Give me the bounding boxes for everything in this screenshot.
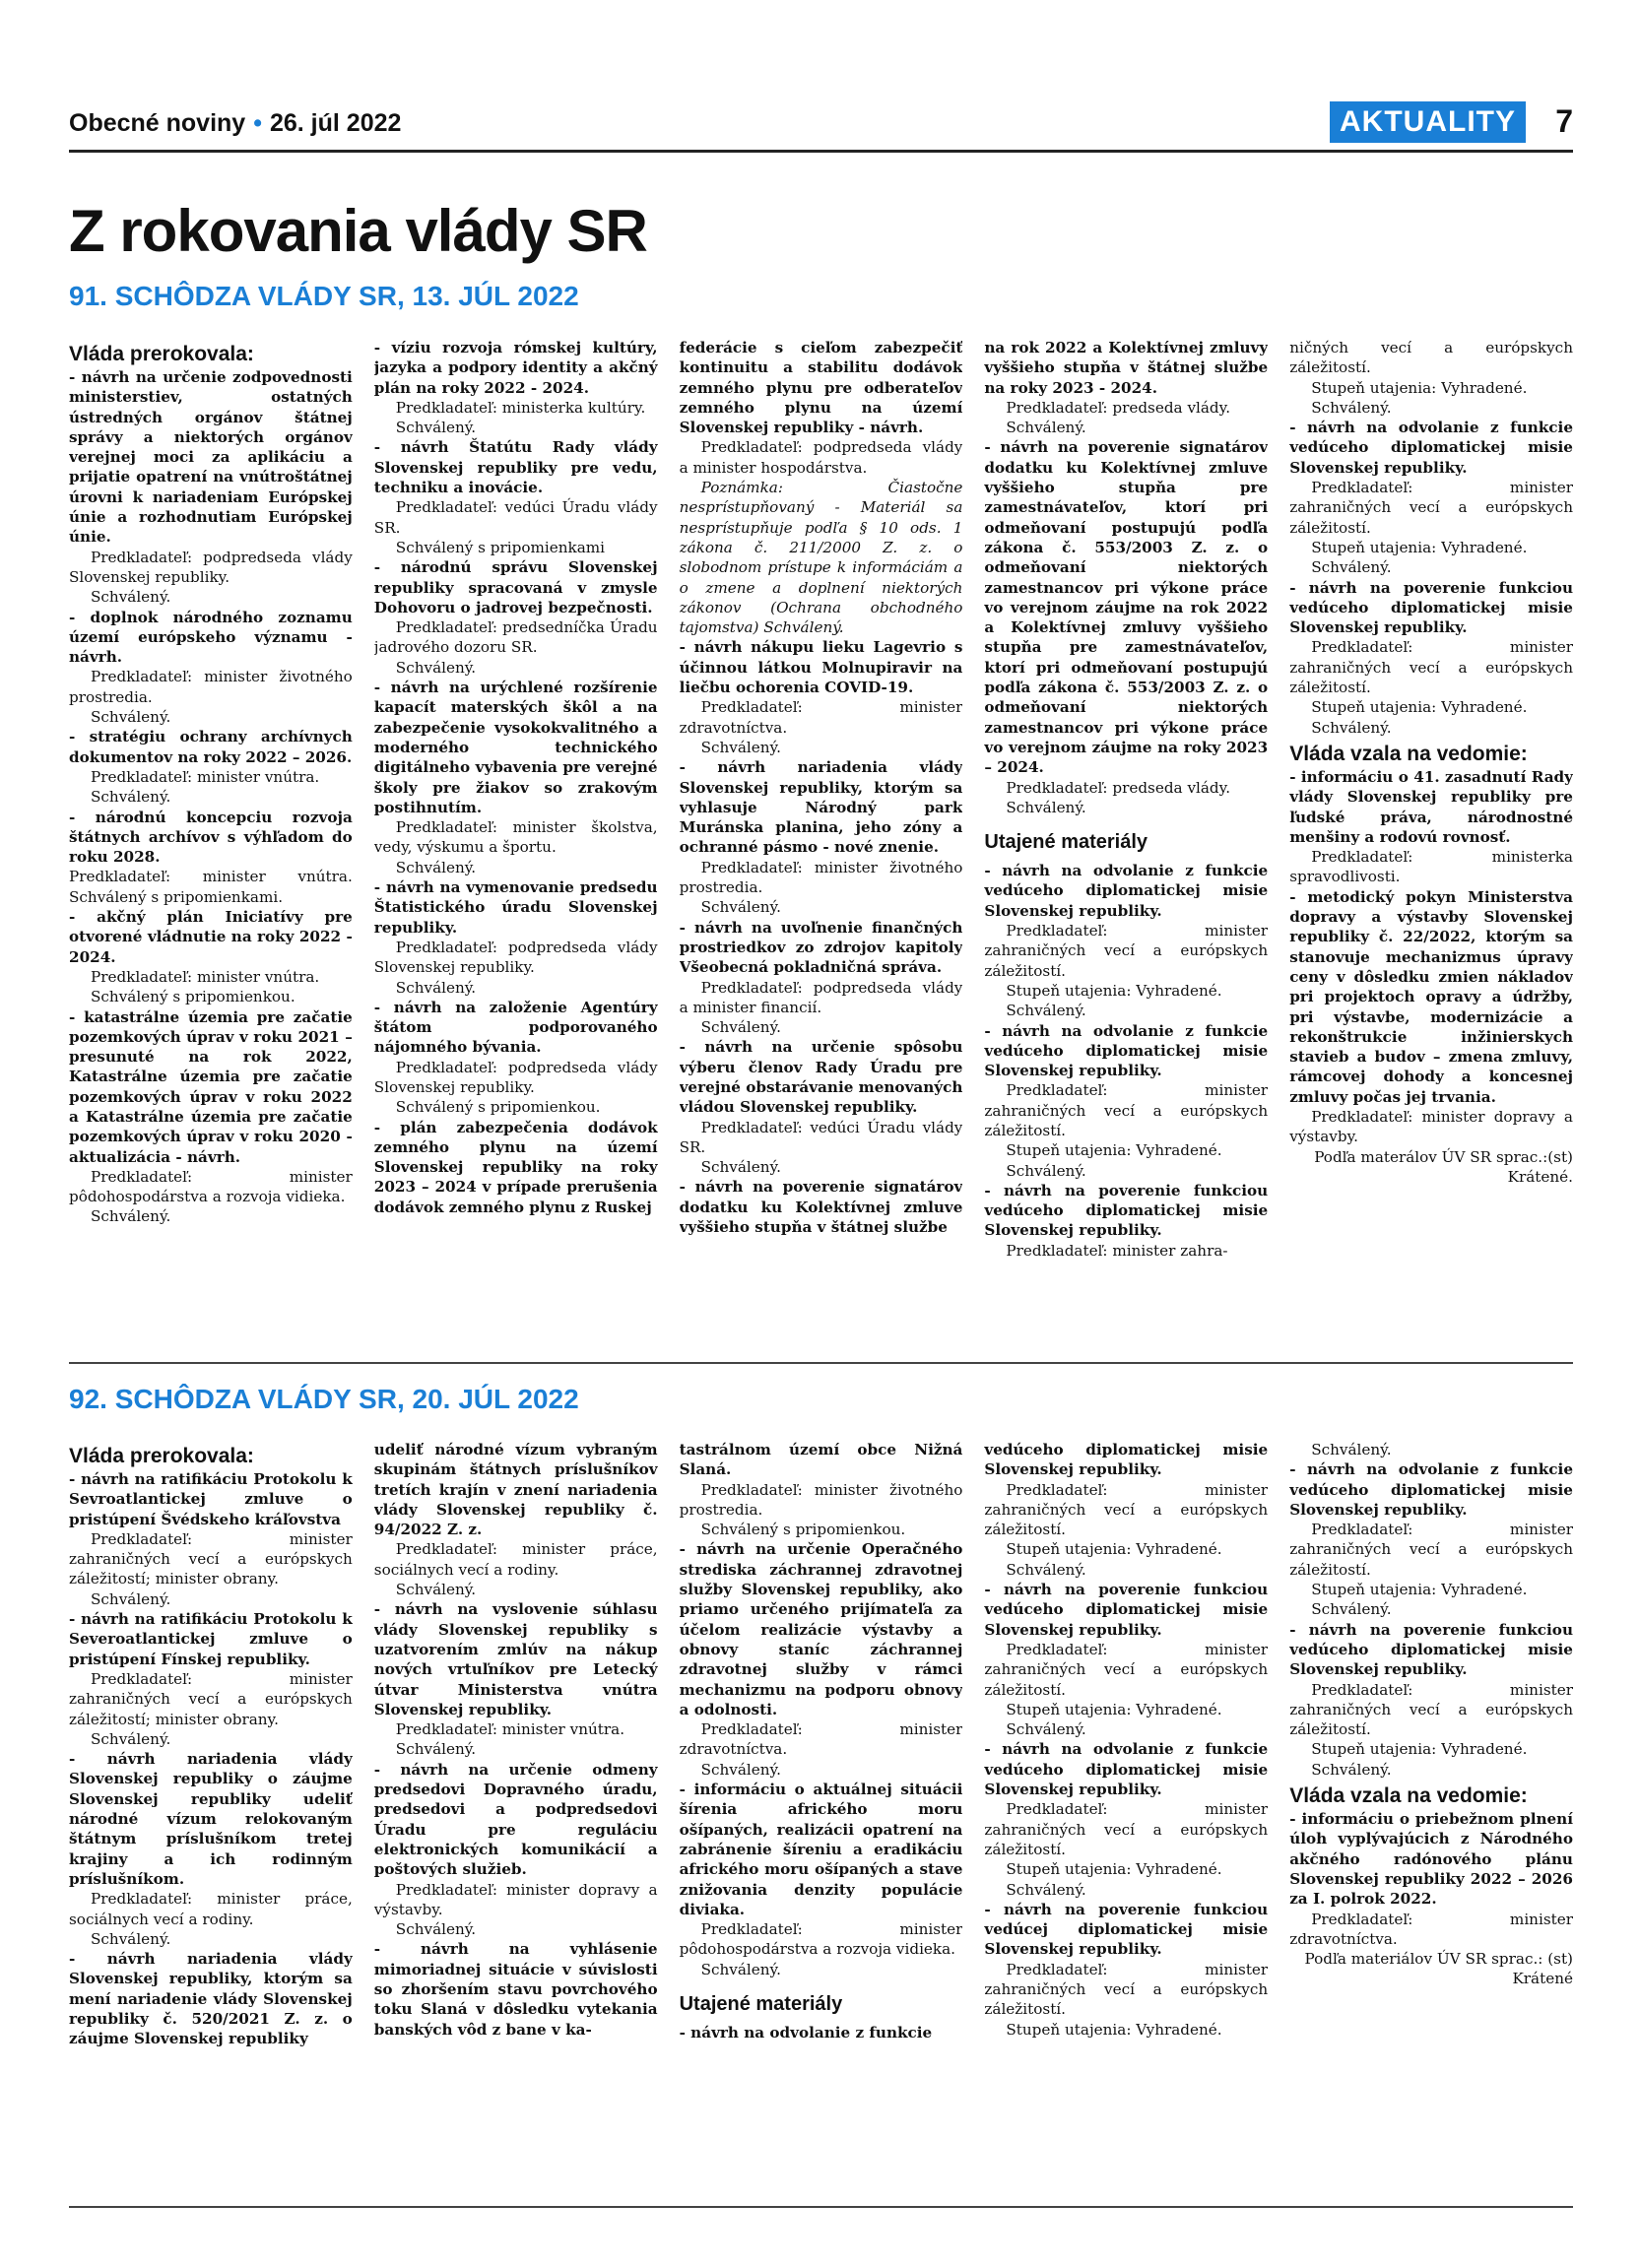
submitter-line: Predkladateľ: minister vnútra. bbox=[395, 1720, 625, 1739]
agenda-item: - návrh na odvolanie z funkcie bbox=[679, 2024, 933, 2042]
agenda-item: - návrh na poverenie signatárov dodatku ku Kolektívnej zmluve vyššieho stupňa v štátnej službe bbox=[679, 1178, 963, 1237]
status-line: Stupeň utajenia: Vyhradené. bbox=[1311, 698, 1528, 717]
status-line: Stupeň utajenia: Vyhradené. bbox=[1006, 981, 1222, 1000]
agenda-item: - návrh nariadenia vlády Slovenskej republiky, ktorým sa vyhlasuje Národný park Muránska planina, jeho zóny a ochranné pásmo - nové znenie. bbox=[679, 758, 963, 857]
session-91-column bbox=[680, 338, 963, 1352]
submitter-line: Predkladateľ: minister zahraničných vecí a európskych záležitostí. bbox=[984, 1800, 1269, 1858]
source-note: Podľa materiálov ÚV SR sprac.: (st) Krátené bbox=[1304, 1950, 1573, 1988]
submitter-line: Predkladateľ: minister zdravotníctva. bbox=[679, 1720, 963, 1759]
agenda-item: - návrh na urýchlené rozšírenie kapacít materských škôl a na zabezpečenie vysokokvalitného a moderného technického digitálneho vybavenia pre verejné školy pre žiakov so zrakovým postihnutím. bbox=[373, 679, 658, 816]
session-92-column bbox=[69, 1440, 353, 2188]
status-line: Schválený. bbox=[1006, 419, 1086, 437]
agenda-item: vedúceho diplomatickej misie Slovenskej republiky. bbox=[984, 1441, 1269, 1479]
agenda-item: - návrh na vyhlásenie mimoriadnej situácie v súvislosti so zhoršením stavu povrchového toku Slaná v dôsledku vytekania banských vôd z bane v ka- bbox=[373, 1940, 658, 2039]
page-number: 7 bbox=[1555, 103, 1573, 139]
submitter-line: Predkladateľ: minister dopravy a výstavby. bbox=[373, 1880, 658, 1918]
submitter-line: Predkladateľ: minister vnútra. bbox=[91, 767, 320, 786]
status-line: Schválený. bbox=[1006, 1002, 1086, 1020]
submitter-line: Predkladateľ: minister životného prostredia. bbox=[679, 1480, 963, 1519]
submitter-line: Predkladateľ: minister zdravotníctva. bbox=[679, 698, 963, 737]
submitter-line: Predkladateľ: minister zahraničných vecí a európskych záležitostí. bbox=[984, 1081, 1269, 1139]
status-line: Schválený. bbox=[395, 419, 477, 437]
submitter-line: Predkladateľ: minister životného prostredia. bbox=[679, 858, 963, 897]
status-line: Schválený. bbox=[395, 858, 477, 876]
agenda-item: - akčný plán Iniciatívy pre otvorené vládnutie na roky 2022 - 2024. bbox=[69, 908, 353, 966]
session-92-heading: 92. SCHÔDZA VLÁDY SR, 20. JÚL 2022 bbox=[69, 1384, 579, 1414]
agenda-item: - návrh Štatútu Rady vlády Slovenskej republiky pre vedu, techniku a inovácie. bbox=[373, 438, 658, 497]
submitter-line: Predkladateľ: podpredseda vlády a minister financií. bbox=[679, 978, 963, 1016]
text-line: Predkladateľ: minister vnútra. Schválený s pripomienkami. bbox=[69, 868, 353, 906]
status-line: Schválený. bbox=[91, 1207, 171, 1226]
submitter-line: Predkladateľ: minister životného prostredia. bbox=[69, 668, 353, 706]
separator-dot: • bbox=[253, 109, 262, 137]
submitter-line: Predkladateľ: minister pôdohospodárstva a rozvoja vidieka. bbox=[69, 1167, 353, 1206]
section-divider bbox=[69, 1362, 1573, 1364]
status-line: Schválený. bbox=[1311, 1441, 1392, 1458]
status-line: Schválený. bbox=[395, 1581, 477, 1599]
newspaper-name: Obecné noviny bbox=[69, 109, 246, 137]
status-line: Schválený. bbox=[395, 1740, 477, 1759]
status-line: Stupeň utajenia: Vyhradené. bbox=[1311, 378, 1528, 397]
page-title: Z rokovania vlády SR bbox=[69, 198, 647, 264]
submitter-line: Predkladateľ: minister zahraničných vecí a európskych záležitostí. bbox=[984, 1640, 1269, 1699]
section-heading: Vláda prerokovala: bbox=[69, 1445, 254, 1467]
section-heading: Vláda vzala na vedomie: bbox=[1289, 1784, 1528, 1808]
agenda-item: - metodický pokyn Ministerstva dopravy a výstavby Slovenskej republiky č. 22/2022, ktorým sa stanovuje mechanizmus úpravy ceny v dôsledku zmien nákladov pri projektoch opravy a údržby, pri výstavbe, modernizácie a rekonštrukcie inžinierskych stavieb a budov – zmena zmluvy, rámcovej dohody a koncesnej zmluvy počas jej trvania. bbox=[1289, 887, 1573, 1106]
status-line: Schválený. bbox=[700, 898, 781, 917]
submitter-line: Predkladateľ: minister zahraničných vecí a európskych záležitostí. bbox=[1289, 1521, 1573, 1579]
submitter-line: Predkladateľ: minister zdravotníctva. bbox=[1289, 1910, 1573, 1948]
agenda-item: - plán zabezpečenia dodávok zemného plynu na území Slovenskej republiky na roky 2023 – 2024 v prípade prerušenia dodávok zemného plynu z Ruskej bbox=[373, 1118, 658, 1216]
subheading: Utajené materiály bbox=[984, 831, 1148, 854]
session-91-column bbox=[69, 338, 353, 1352]
submitter-line: Predkladateľ: predsedníčka Úradu jadrového dozoru SR. bbox=[373, 618, 658, 657]
status-line: Schválený. bbox=[91, 588, 171, 607]
status-line: Stupeň utajenia: Vyhradené. bbox=[1006, 2020, 1222, 2039]
session-92-column bbox=[1289, 1440, 1573, 2188]
text-line: ničných vecí a európskych záležitostí. bbox=[1289, 339, 1573, 377]
submitter-line: Predkladateľ: ministerka kultúry. bbox=[395, 398, 646, 417]
submitter-line: Predkladateľ: minister zahraničných vecí a európskych záležitostí. bbox=[1289, 638, 1573, 697]
agenda-item: - informáciu o 41. zasadnutí Rady vlády Slovenskej republiky pre ľudské práva, národnostné menšiny a rodovú rovnosť. bbox=[1289, 767, 1573, 846]
status-line: Stupeň utajenia: Vyhradené. bbox=[1311, 538, 1528, 556]
status-line: Schválený. bbox=[1311, 1600, 1392, 1619]
submitter-line: Predkladateľ: minister zahraničných vecí a európskych záležitostí; minister obrany. bbox=[69, 1669, 353, 1728]
agenda-item: federácie s cieľom zabezpečiť kontinuitu a stabilitu dodávok zemného plynu pre odberateľov zemného plynu na území Slovenskej republiky - návrh. bbox=[679, 339, 963, 437]
agenda-item: - informáciu o aktuálnej situácii šírenia afrického moru ošípaných, realizácii opatrení na zabránenie šíreniu a eradikáciu afrického moru ošípaných a stave znižovania denzity populácie diviaka. bbox=[679, 1781, 963, 1918]
status-line: Schválený. bbox=[700, 1960, 781, 1978]
status-line: Stupeň utajenia: Vyhradené. bbox=[1006, 1700, 1222, 1718]
agenda-item: - návrh na odvolanie z funkcie vedúceho diplomatickej misie Slovenskej republiky. bbox=[984, 1021, 1269, 1080]
submitter-line: Predkladateľ: minister práce, sociálnych vecí a rodiny. bbox=[69, 1890, 353, 1928]
status-line: Schválený s pripomienkami bbox=[395, 538, 606, 556]
session-92-column bbox=[680, 1440, 963, 2188]
submitter-line: Predkladateľ: predseda vlády. bbox=[1006, 778, 1231, 797]
submitter-line: Predkladateľ: minister zahraničných vecí a európskych záležitostí. bbox=[984, 922, 1269, 980]
submitter-line: Predkladateľ: podpredseda vlády Slovenskej republiky. bbox=[69, 548, 353, 586]
agenda-item: - návrh na ratifikáciu Protokolu k Sevroatlantickej zmluve o pristúpení Švédskeho kráľovstva bbox=[69, 1470, 353, 1528]
submitter-line: Predkladateľ: podpredseda vlády Slovenskej republiky. bbox=[373, 1058, 658, 1096]
status-line: Schválený. bbox=[1006, 1720, 1086, 1739]
status-line: Schválený. bbox=[1006, 798, 1086, 816]
section-label: AKTUALITY bbox=[1330, 101, 1526, 143]
note-text: Poznámka: Čiastočne nesprístupňovaný - Materiál sa nesprístupňuje podľa § 10 ods. 1 zákona č. 211/2000 Z. z. o slobodnom prístupe k informáciám a o zmene a doplnení niektorých zákonov (Ochrana obchodného tajomstva) Schválený. bbox=[679, 479, 963, 637]
status-line: Schválený. bbox=[1006, 1161, 1086, 1180]
agenda-item: tastrálnom území obce Nižná Slaná. bbox=[679, 1441, 963, 1479]
session-91-heading: 91. SCHÔDZA VLÁDY SR, 13. JÚL 2022 bbox=[69, 281, 579, 311]
agenda-item: - návrh na odvolanie z funkcie vedúceho diplomatickej misie Slovenskej republiky. bbox=[984, 862, 1269, 920]
source-note: Podľa materálov ÚV SR sprac.:(st) Krátené. bbox=[1314, 1147, 1573, 1186]
submitter-line: Predkladateľ: minister zahraničných vecí a európskych záležitostí. bbox=[984, 1480, 1269, 1539]
status-line: Schválený. bbox=[700, 738, 781, 756]
agenda-item: - návrh na založenie Agentúry štátom podporovaného nájomného bývania. bbox=[373, 998, 658, 1057]
agenda-item: - návrh na poverenie funkciou vedúceho diplomatickej misie Slovenskej republiky. bbox=[984, 1581, 1269, 1639]
agenda-item: - návrh na odvolanie z funkcie vedúceho diplomatickej misie Slovenskej republiky. bbox=[1289, 419, 1573, 477]
agenda-item: - návrh na poverenie signatárov dodatku ku Kolektívnej zmluve vyššieho stupňa pre zamestnávateľov, ktorí pri odmeňovaní postupujú podľa zákona č. 553/2003 Z. z. o odmeňovaní niektorých zamestnancov pri výkone práce vo verejnom záujme na rok 2022 a Kolektívnej zmluvy vyššieho stupňa pre zamestnávateľov, ktorí pri odmeňovaní postupujú podľa zákona č. 553/2003 Z. z. o odmeňovaní niektorých zamestnancov pri výkone práce vo verejnom záujme na roky 2023 – 2024. bbox=[984, 438, 1269, 777]
agenda-item: - návrh nariadenia vlády Slovenskej republiky, ktorým sa mení nariadenie vlády Slovenskej republiky č. 520/2021 Z. z. o záujme Slovenskej republiky bbox=[69, 1950, 353, 2048]
submitter-line: Predkladateľ: minister zahra- bbox=[1006, 1241, 1228, 1260]
issue-date: 26. júl 2022 bbox=[269, 109, 402, 137]
status-line: Schválený s pripomienkou. bbox=[395, 1098, 601, 1117]
submitter-line: Predkladateľ: minister školstva, vedy, výskumu a športu. bbox=[373, 818, 658, 857]
submitter-line: Predkladateľ: minister práce, sociálnych vecí a rodiny. bbox=[373, 1540, 658, 1579]
status-line: Schválený. bbox=[1311, 558, 1392, 577]
submitter-line: Predkladateľ: minister dopravy a výstavby. bbox=[1289, 1107, 1573, 1146]
status-line: Stupeň utajenia: Vyhradené. bbox=[1006, 1540, 1222, 1559]
status-line: Stupeň utajenia: Vyhradené. bbox=[1006, 1141, 1222, 1160]
session-92-column bbox=[374, 1440, 658, 2188]
status-line: Schválený s pripomienkou. bbox=[91, 988, 295, 1006]
subheading: Utajené materiály bbox=[679, 1993, 843, 2016]
status-line: Schválený s pripomienkou. bbox=[700, 1521, 906, 1539]
agenda-item: - návrh na poverenie funkciou vedúceho diplomatickej misie Slovenskej republiky. bbox=[1289, 578, 1573, 637]
header-rule bbox=[69, 150, 1573, 153]
submitter-line: Predkladateľ: minister pôdohospodárstva a rozvoja vidieka. bbox=[679, 1920, 963, 1959]
agenda-item: - návrh na odvolanie z funkcie vedúceho diplomatickej misie Slovenskej republiky. bbox=[1289, 1460, 1573, 1519]
newspaper-masthead bbox=[69, 109, 401, 138]
agenda-item: - doplnok národného zoznamu území európskeho významu - návrh. bbox=[69, 608, 353, 667]
agenda-item: - informáciu o priebežnom plnení úloh vyplývajúcich z Národného akčného radónového plánu Slovenskej republiky 2022 – 2026 za I. polrok 2022. bbox=[1289, 1810, 1573, 1909]
status-line: Stupeň utajenia: Vyhradené. bbox=[1311, 1581, 1528, 1599]
status-line: Schválený. bbox=[1311, 718, 1392, 737]
session-92-column bbox=[984, 1440, 1268, 2188]
agenda-item: - návrh na vymenovanie predsedu Štatistického úradu Slovenskej republiky. bbox=[373, 878, 658, 937]
status-line: Schválený. bbox=[700, 1760, 781, 1779]
submitter-line: Predkladateľ: minister zahraničných vecí a európskych záležitostí. bbox=[1289, 1680, 1573, 1739]
section-heading: Vláda vzala na vedomie: bbox=[1289, 742, 1528, 765]
status-line: Schválený. bbox=[91, 708, 171, 727]
agenda-item: - návrh na určenie Operačného strediska záchrannej zdravotnej služby Slovenskej republiky, ako priamo určeného prijímateľa za účelom realizácie výstavby a obnovy staníc záchrannej zdravotnej služby v rámci mechanizmu na podporu obnovy a odolnosti. bbox=[679, 1540, 963, 1718]
footer-rule bbox=[69, 2206, 1573, 2208]
status-line: Stupeň utajenia: Vyhradené. bbox=[1311, 1740, 1528, 1759]
agenda-item: - návrh na vyslovenie súhlasu vlády Slovenskej republiky s uzatvorením zmlúv na nákup nových vrtuľníkov pre Letecký útvar Ministerstva vnútra Slovenskej republiky. bbox=[373, 1600, 658, 1718]
agenda-item: udeliť národné vízum vybraným skupinám štátnych príslušníkov tretích krajín v znení nariadenia vlády Slovenskej republiky č. 94/2022 Z. z. bbox=[373, 1441, 658, 1539]
submitter-line: Predkladateľ: podpredseda vlády Slovenskej republiky. bbox=[373, 938, 658, 977]
session-91-column bbox=[984, 338, 1268, 1352]
status-line: Schválený. bbox=[91, 1729, 171, 1748]
status-line: Schválený. bbox=[91, 1589, 171, 1608]
submitter-line: Predkladateľ: podpredseda vlády a minister hospodárstva. bbox=[679, 438, 963, 477]
status-line: Stupeň utajenia: Vyhradené. bbox=[1006, 1860, 1222, 1879]
agenda-item: - stratégiu ochrany archívnych dokumentov na roky 2022 – 2026. bbox=[69, 728, 353, 766]
session-91-column bbox=[374, 338, 658, 1352]
status-line: Schválený. bbox=[1006, 1560, 1086, 1579]
status-line: Schválený. bbox=[91, 1929, 171, 1948]
agenda-item: - návrh nákupu lieku Lagevrio s účinnou látkou Molnupiravir na liečbu ochorenia COVID-19. bbox=[679, 638, 963, 697]
status-line: Schválený. bbox=[395, 978, 477, 997]
status-line: Schválený. bbox=[1006, 1880, 1086, 1899]
submitter-line: Predkladateľ: minister zahraničných vecí a európskych záležitostí; minister obrany. bbox=[69, 1529, 353, 1588]
submitter-line: Predkladateľ: vedúci Úradu vlády SR. bbox=[373, 498, 658, 537]
status-line: Schválený. bbox=[1311, 398, 1392, 417]
status-line: Schválený. bbox=[1311, 1760, 1392, 1779]
status-line: Schválený. bbox=[91, 788, 171, 807]
status-line: Schválený. bbox=[395, 658, 477, 677]
submitter-line: Predkladateľ: minister vnútra. bbox=[91, 967, 320, 986]
agenda-item: - návrh na ratifikáciu Protokolu k Severoatlantickej zmluve o pristúpení Fínskej republiky. bbox=[69, 1610, 353, 1668]
agenda-item: - národnú správu Slovenskej republiky spracovaná v zmysle Dohovoru o jadrovej bezpečnosti. bbox=[373, 558, 658, 616]
submitter-line: Predkladateľ: ministerka spravodlivosti. bbox=[1289, 848, 1573, 886]
session-91-column bbox=[1289, 338, 1573, 1352]
agenda-item: - národnú koncepciu rozvoja štátnych archívov s výhľadom do roku 2028. bbox=[69, 808, 353, 867]
status-line: Schválený. bbox=[700, 1158, 781, 1177]
submitter-line: Predkladateľ: minister zahraničných vecí a európskych záležitostí. bbox=[1289, 479, 1573, 537]
submitter-line: Predkladateľ: predseda vlády. bbox=[1006, 398, 1231, 417]
agenda-item: - návrh na uvoľnenie finančných prostriedkov zo zdrojov kapitoly Všeobecná pokladničná správa. bbox=[679, 918, 963, 977]
submitter-line: Predkladateľ: minister zahraničných vecí a európskych záležitostí. bbox=[984, 1960, 1269, 2019]
status-line: Schválený. bbox=[395, 1920, 477, 1939]
agenda-item: - návrh nariadenia vlády Slovenskej republiky o záujme Slovenskej republiky udeliť národné vízum relokovaným štátnym príslušníkom tretej krajiny a ich rodinným príslušníkom. bbox=[69, 1750, 353, 1888]
agenda-item: - návrh na odvolanie z funkcie vedúceho diplomatickej misie Slovenskej republiky. bbox=[984, 1740, 1269, 1799]
agenda-item: - návrh na určenie spôsobu výberu členov Rady Úradu pre verejné obstarávanie menovaných vládou Slovenskej republiky. bbox=[679, 1038, 963, 1117]
session-91-columns bbox=[69, 338, 1573, 1352]
agenda-item: - návrh na poverenie funkciou vedúceho diplomatickej misie Slovenskej republiky. bbox=[1289, 1620, 1573, 1679]
agenda-item: - katastrálne územia pre začatie pozemkových úprav v roku 2021 – presunuté na rok 2022, Katastrálne územia pre začatie pozemkových úprav v roku 2022 a Katastrálne územia pre začatie pozemkových úprav v roku 2020 - aktualizácia - návrh. bbox=[69, 1007, 353, 1166]
session-92-columns bbox=[69, 1440, 1573, 2188]
section-heading: Vláda prerokovala: bbox=[69, 343, 254, 365]
agenda-item: na rok 2022 a Kolektívnej zmluvy vyššieho stupňa v štátnej službe na roky 2023 - 2024. bbox=[984, 339, 1269, 397]
agenda-item: - návrh na určenie zodpovednosti ministerstiev, ostatných ústredných orgánov štátnej správy a niektorých orgánov verejnej moci za aplikáciu a prijatie opatrení na vnútroštátnej úrovni k nariadeniam Európskej únie a rozhodnutiam Európskej únie. bbox=[69, 368, 353, 547]
agenda-item: - víziu rozvoja rómskej kultúry, jazyka a podpory identity a akčný plán na roky 2022 - 2024. bbox=[373, 339, 658, 397]
page-header bbox=[69, 101, 1573, 151]
status-line: Schválený. bbox=[700, 1018, 781, 1037]
submitter-line: Predkladateľ: vedúci Úradu vlády SR. bbox=[679, 1118, 963, 1156]
agenda-item: - návrh na určenie odmeny predsedovi Dopravného úradu, predsedovi a podpredsedovi Úradu pre reguláciu elektronických komunikácií a poštových služieb. bbox=[373, 1760, 658, 1879]
agenda-item: - návrh na poverenie funkciou vedúceho diplomatickej misie Slovenskej republiky. bbox=[984, 1181, 1269, 1240]
agenda-item: - návrh na poverenie funkciou vedúcej diplomatickej misie Slovenskej republiky. bbox=[984, 1900, 1269, 1959]
